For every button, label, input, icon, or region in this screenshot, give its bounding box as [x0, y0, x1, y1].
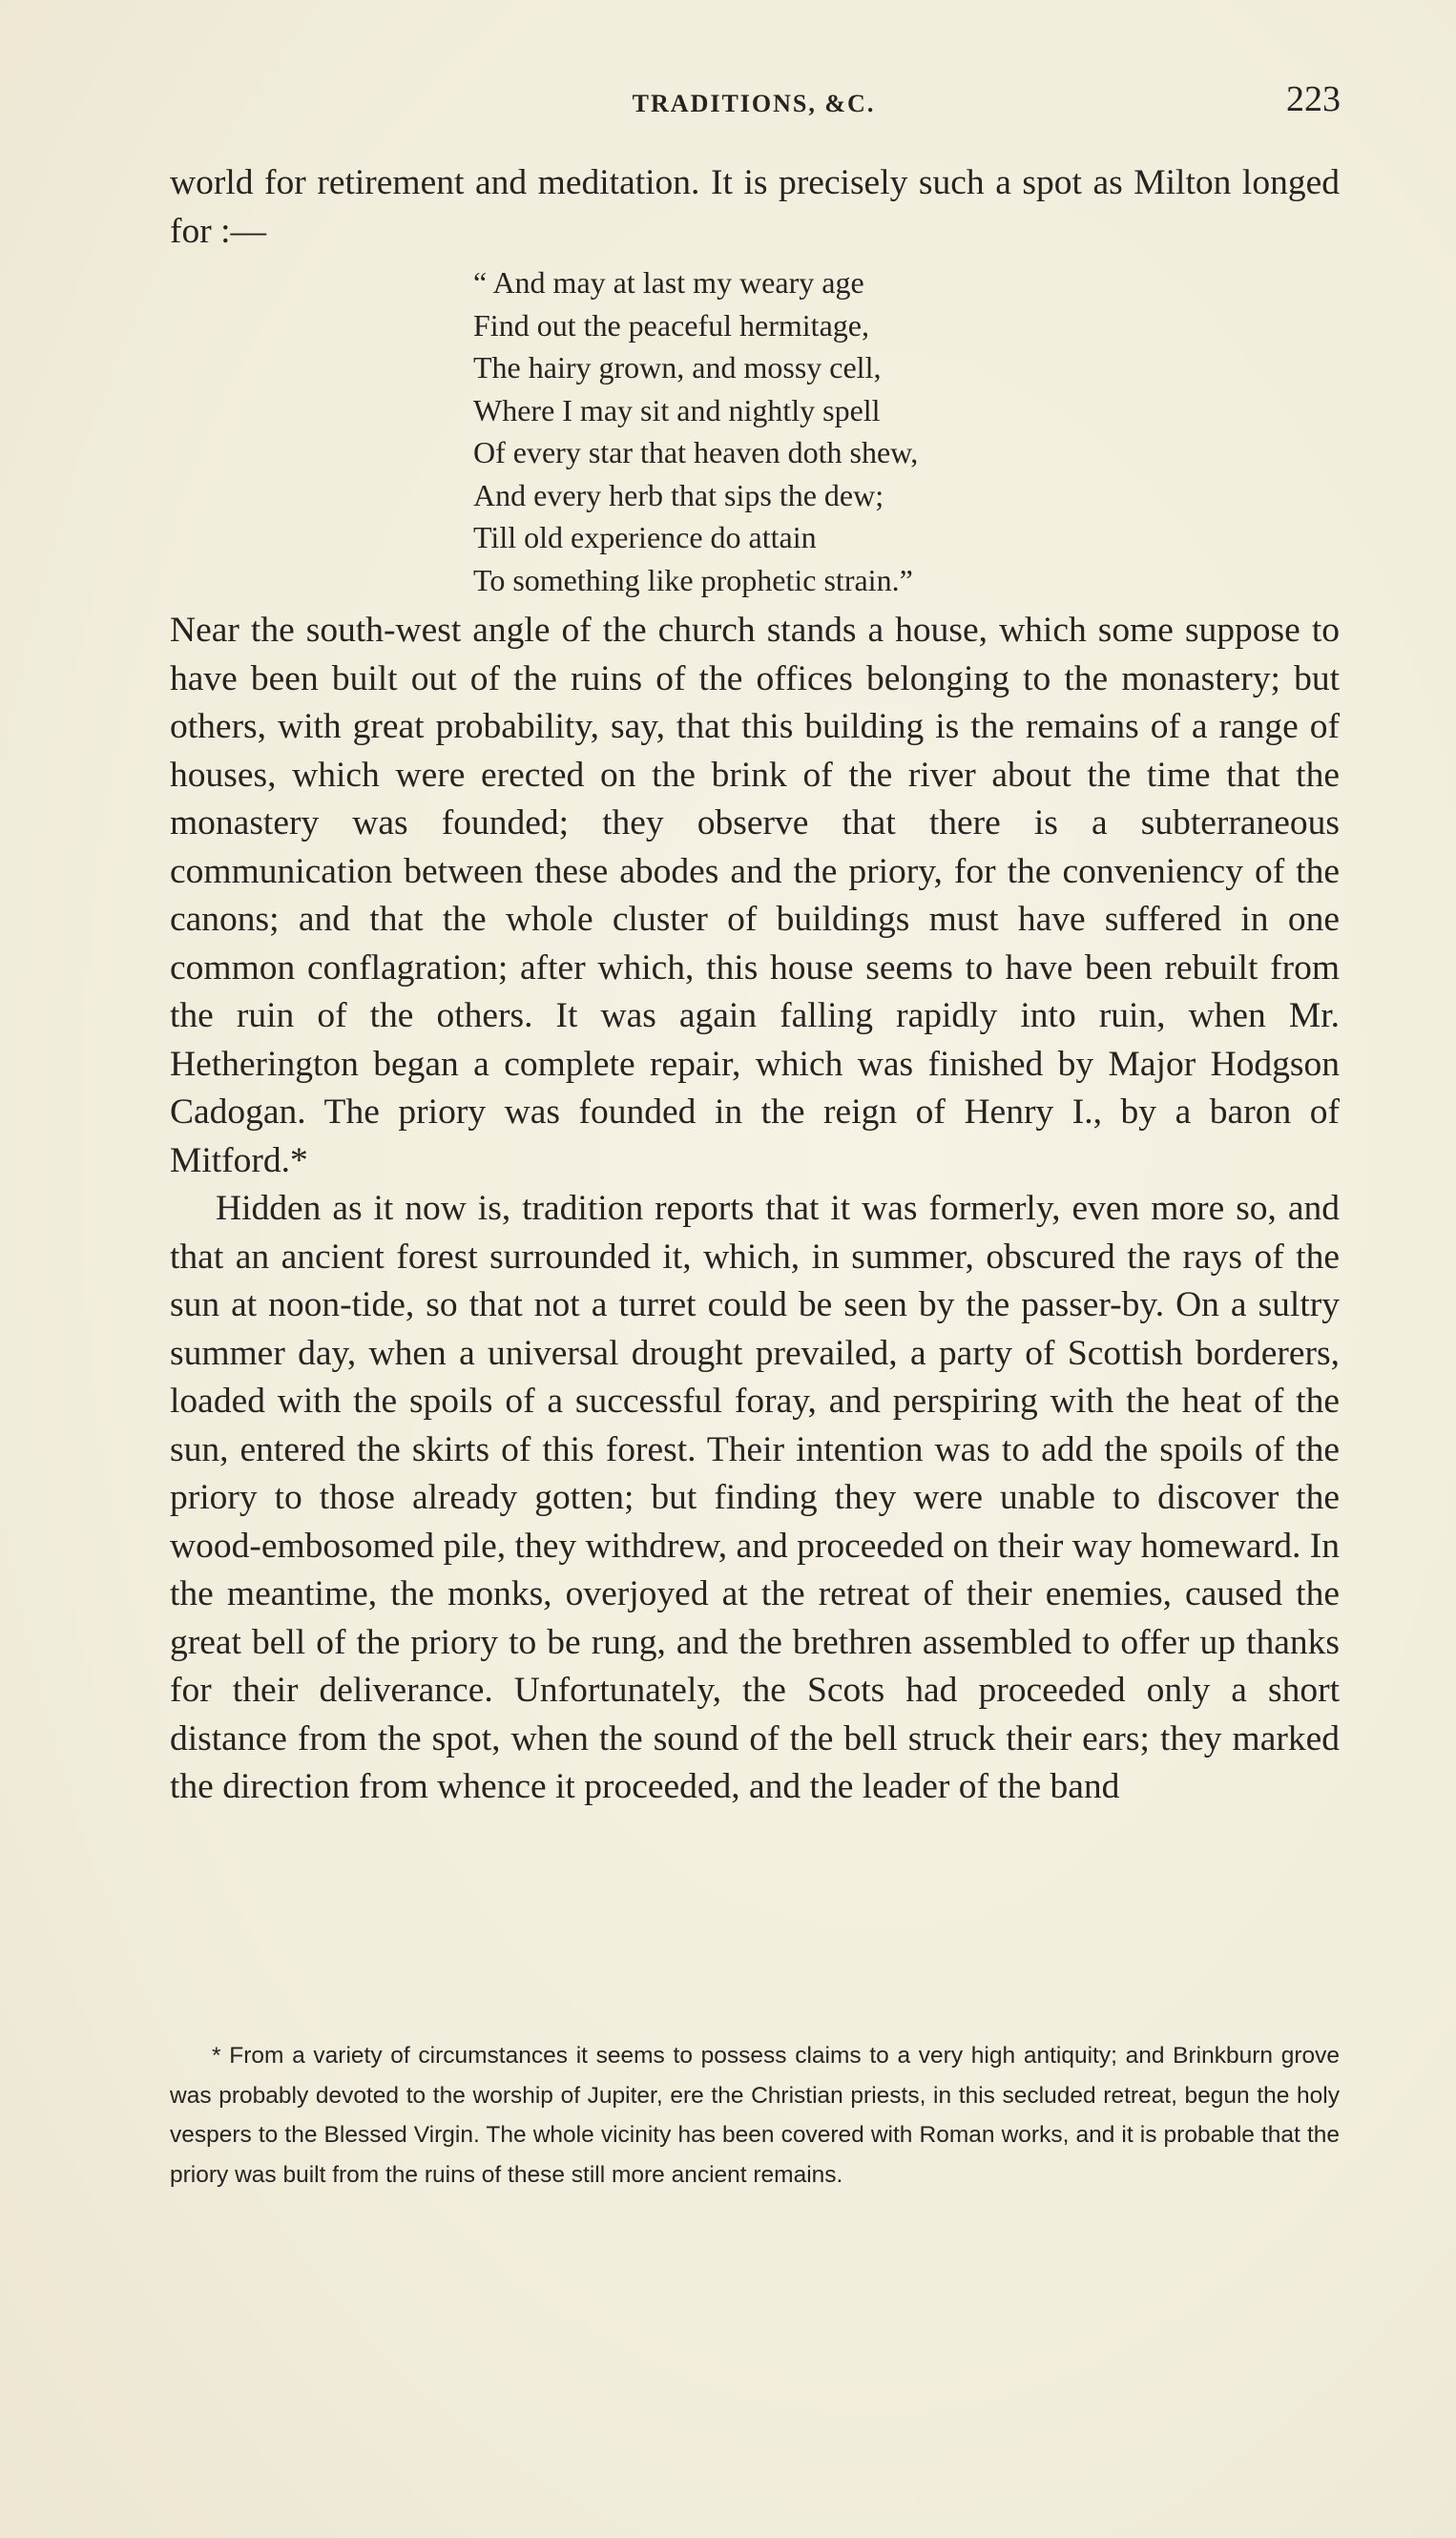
body-paragraph: Hidden as it now is, tradition reports that it was formerly, even more so, and that an ancient forest surrounded it, which, in summer, obscured the rays of the sun at noon-tide, so that not a turret could be seen by the passer-by. On a sultry summer day, when a universal drought prevailed, a party of Scottish borderers, loaded with the spoils of a successful foray, and perspiring with the heat of the sun, entered the skirts of this forest. Their intention was to add the spoils of the priory to those already gotten; but finding they were unable to discover the wood-embosomed pile, they withdrew, and proceeded on their way homeward. In the meantime, the monks, overjoyed at the retreat of their enemies, caused the great bell of the priory to be rung, and the brethren assembled to offer up thanks for their deliverance. Unfortunately, the Scots had proceeded only a short distance from the spot, when the sound of the bell struck their ears; they marked the direction from whence it proceeded, and the leader of the band [170, 1189, 1340, 1806]
verse-line: The hairy grown, and mossy cell, [473, 350, 882, 385]
verse-line: Till old experience do attain [473, 520, 817, 554]
verse-line: “ And may at last my weary age [473, 265, 864, 300]
verse-line: Of every star that heaven doth shew, [473, 435, 919, 469]
page-number: 223 [1286, 79, 1341, 119]
verse-quotation [473, 261, 1340, 601]
verse-line: Where I may sit and nightly spell [473, 392, 881, 427]
main-text [170, 159, 1340, 1812]
verse-line: Find out the peaceful hermitage, [473, 307, 869, 343]
opening-paragraph: world for retirement and meditation. It is precisely such a spot as Milton longed for :— [170, 163, 1340, 251]
page-header [167, 76, 1341, 134]
running-head: TRADITIONS, &C. [632, 90, 876, 117]
verse-line: And every herb that sips the dew; [473, 477, 884, 512]
footnote: * From a variety of circumstances it seems to possess claims to a very high antiquity; and Brinkburn grove was probably devoted to the worship of Jupiter, ere the Christian priests, in this secluded retreat, begun the holy vespers to the Blessed Virgin. The whole vicinity has been covered with Roman works, and it is probable that the priory was built from the ruins of these still more ancient remains. [170, 2043, 1340, 2188]
verse-line: To something like prophetic strain.” [473, 562, 913, 597]
body-paragraph: Near the south-west angle of the church stands a house, which some suppose to have been built out of the ruins of the offices belonging to the monastery; but others, with great probability, say, that this building is the remains of a range of houses, which were erected on the brink of the river about the time that the monastery was founded; they observe that there is a subterraneous communication between these abodes and the priory, for the conveniency of the canons; and that the whole cluster of buildings must have suffered in one common conflagration; after which, this house seems to have been rebuilt from the ruin of the others. It was again falling rapidly into ruin, when Mr. Hetherington began a complete repair, which was finished by Major Hodgson Cadogan. The priory was founded in the reign of Henry I., by a baron of Mitford.* [170, 611, 1340, 1180]
